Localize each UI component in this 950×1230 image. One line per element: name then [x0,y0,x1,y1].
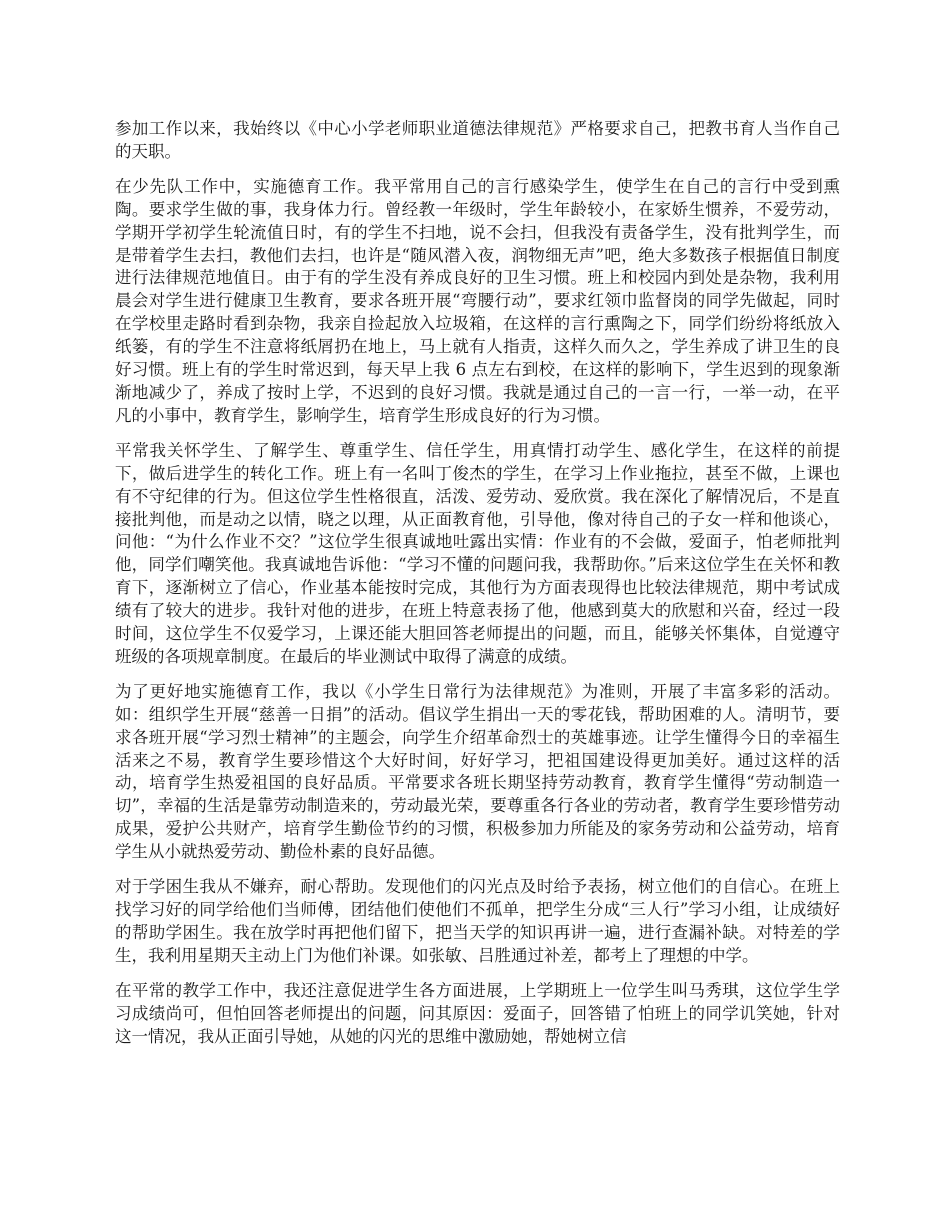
paragraph: 参加工作以来，我始终以《中心小学老师职业道德法律规范》严格要求自己，把教书育人当作自己的天职。 [115,119,840,161]
paragraph: 平常我关怀学生、了解学生、尊重学生、信任学生，用真情打动学生、感化学生，在这样的前提下，做后进学生的转化工作。班上有一名叫丁俊杰的学生，在学习上作业拖拉，甚至不做，上课也有不守纪律的行为。但这位学生性格很直，活泼、爱劳动、爱欣赏。我在深化了解情况后，不是直接批判他，而是动之以情，晓之以理，从正面教育他，引导他，像对待自己的子女一样和他谈心，问他：“为什么作业不交？”这位学生很真诚地吐露出实情：作业有的不会做，爱面子，怕老师批判他，同学们嘲笑他。我真诚地告诉他：“学习不懂的问题问我，我帮助你。”后来这位学生在关怀和教育下，逐渐树立了信心，作业基本能按时完成，其他行为方面表现得也比较法律规范，期中考试成绩有了较大的进步。我针对他的进步，在班上特意表扬了他，他感到莫大的欣慰和兴奋，经过一段时间，这位学生不仅爱学习，上课还能大胆回答老师提出的问题，而且，能够关怀集体，自觉遵守班级的各项规章制度。在最后的毕业测试中取得了满意的成绩。 [115,440,840,666]
paragraph: 为了更好地实施德育工作，我以《小学生日常行为法律规范》为准则，开展了丰富多彩的活动。如：组织学生开展“慈善一日捐”的活动。倡议学生捐出一天的零花钱，帮助困难的人。清明节，要求各班开展“学习烈士精神”的主题会，向学生介绍革命烈士的英雄事迹。让学生懂得今日的幸福生活来之不易，教育学生要珍惜这个大好时间，好好学习，把祖国建设得更加美好。通过这样的活动，培育学生热爱祖国的良好品质。平常要求各班长期坚持劳动教育，教育学生懂得“劳动制造一切”，幸福的生活是靠劳动制造来的，劳动最光荣，要尊重各行各业的劳动者，教育学生要珍惜劳动成果，爱护公共财产，培育学生勤俭节约的习惯，积极参加力所能及的家务劳动和公益劳动，培育学生从小就热爱劳动、勤俭朴素的良好品德。 [115,681,840,862]
paragraph: 对于学困生我从不嫌弃，耐心帮助。发现他们的闪光点及时给予表扬，树立他们的自信心。在班上找学习好的同学给他们当师傅，团结他们使他们不孤单，把学生分成“三人行”学习小组，让成绩好的帮助学困生。我在放学时再把他们留下，把当天学的知识再讲一遍，进行查漏补缺。对特差的学生，我利用星期天主动上门为他们补课。如张敏、吕胜通过补差，都考上了理想的中学。 [115,877,840,965]
paragraph: 在少先队工作中，实施德育工作。我平常用自己的言行感染学生，使学生在自己的言行中受到熏陶。要求学生做的事，我身体力行。曾经教一年级时，学生年龄较小，在家娇生惯养，不爱劳动，学期开学初学生轮流值日时，有的学生不扫地，说不会扫，但我没有责备学生，没有批判学生，而是带着学生去扫，教他们去扫，也许是“随风潜入夜，润物细无声”吧，绝大多数孩子根据值日制度进行法律规范地值日。由于有的学生没有养成良好的卫生习惯。班上和校园内到处是杂物，我利用晨会对学生进行健康卫生教育，要求各班开展“弯腰行动”，要求红领巾监督岗的同学先做起，同时在学校里走路时看到杂物，我亲自捡起放入垃圾箱，在这样的言行熏陶之下，同学们纷纷将纸放入纸篓，有的学生不注意将纸屑扔在地上，马上就有人指责，这样久而久之，学生养成了讲卫生的良好习惯。班上有的学生时常迟到，每天早上我 6 点左右到校，在这样的影响下，学生迟到的现象渐渐地减少了，养成了按时上学，不迟到的良好习惯。我就是通过自己的一言一行，一举一动，在平凡的小事中，教育学生，影响学生，培育学生形成良好的行为习惯。 [115,176,840,425]
paragraph: 在平常的教学工作中，我还注意促进学生各方面进展，上学期班上一位学生叫马秀琪，这位学生学习成绩尚可，但怕回答老师提出的问题，问其原因：爱面子，回答错了怕班上的同学讥笑她，针对这一情况，我从正面引导她，从她的闪光的思维中激励她，帮她树立信 [115,980,840,1046]
document-body [115,118,840,1060]
